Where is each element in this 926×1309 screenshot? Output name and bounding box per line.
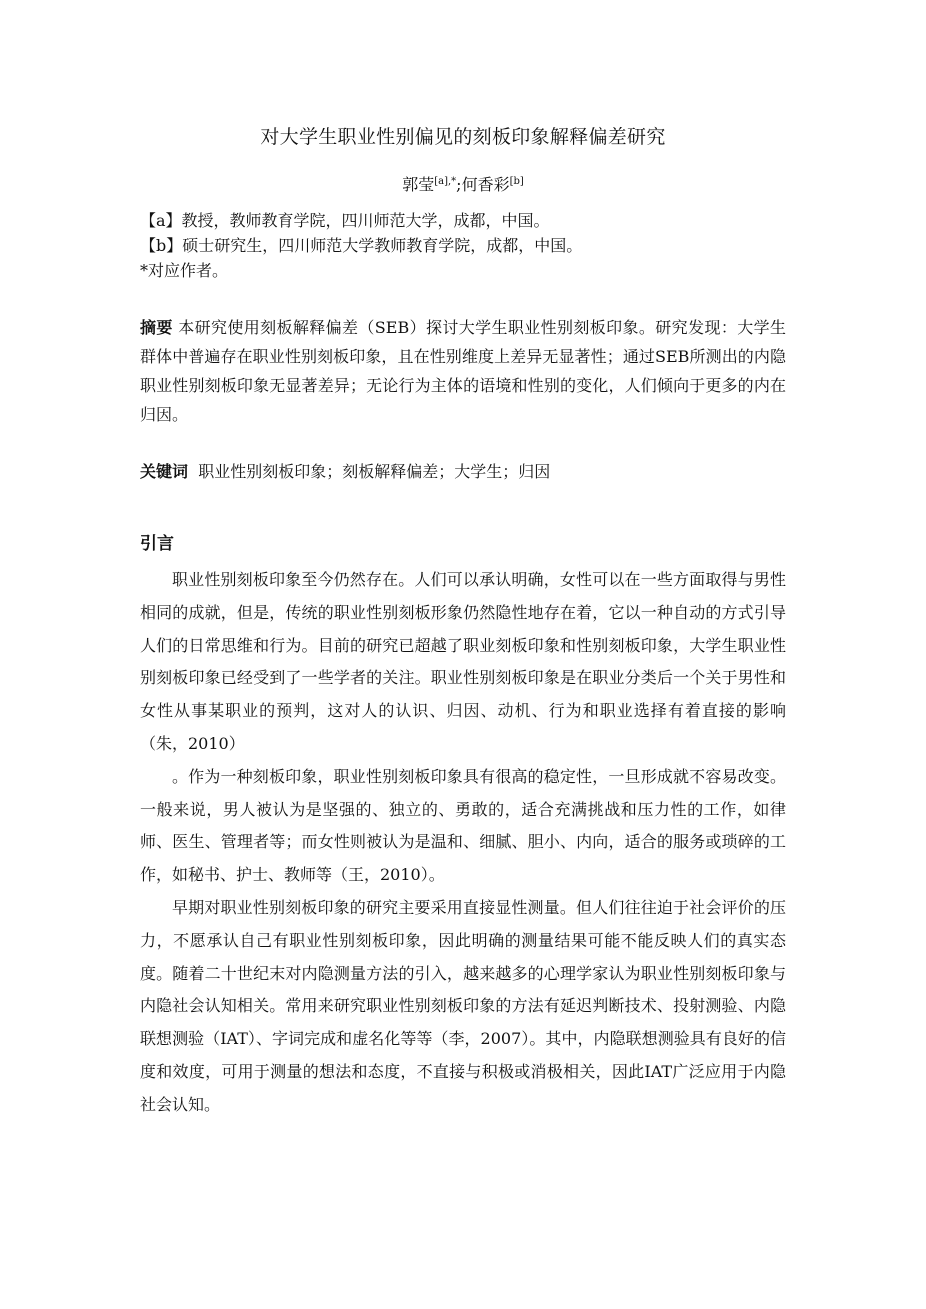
author-name: 何香彩 [461, 175, 510, 194]
affiliation-a: 【a】教授，教师教育学院，四川师范大学，成都，中国。 [140, 211, 550, 230]
abstract [140, 313, 786, 429]
paragraph: 。作为一种刻板印象，职业性别刻板印象具有很高的稳定性，一旦形成就不容易改变。一般来说，男人被认为是坚强的、独立的、勇敢的，适合充满挑战和压力性的工作，如律师、医生、管理者等；而女性则被认为是温和、细腻、胆小、内向，适合的服务或琐碎的工作，如秘书、护士、教师等（王，2010）。 [140, 766, 786, 885]
keywords-label: 关键词 [140, 462, 189, 481]
abstract-label: 摘要 [140, 318, 173, 337]
paragraph: 职业性别刻板印象至今仍然存在。人们可以承认明确，女性可以在一些方面取得与男性相同的成就，但是，传统的职业性别刻板形象仍然隐性地存在着，它以一种自动的方式引导人们的日常思维和行为。目前的研究已超越了职业刻板印象和性别刻板印象，大学生职业性别刻板印象已经受到了一些学者的关注。职业性别刻板印象是在职业分类后一个关于男性和女性从事某职业的预判，这对人的认识、归因、动机、行为和职业选择有着直接的影响（朱，2010） [140, 570, 786, 753]
paragraph: 早期对职业性别刻板印象的研究主要采用直接显性测量。但人们往往迫于社会评价的压力，不愿承认自己有职业性别刻板印象，因此明确的测量结果可能不能反映人们的真实态度。随着二十世纪末对内隐测量方法的引入，越来越多的心理学家认为职业性别刻板印象与内隐社会认知相关。常用来研究职业性别刻板印象的方法有延迟判断技术、投射测验、内隐联想测验（IAT）、字词完成和虚名化等等（李，2007）。其中，内隐联想测验具有良好的信度和效度，可用于测量的想法和态度，不直接与积极或消极相关，因此IAT广泛应用于内隐社会认知。 [140, 897, 786, 1114]
keywords [140, 457, 786, 486]
affiliation-b: 【b】硕士研究生，四川师范大学教师教育学院，成都，中国。 [140, 236, 583, 255]
section-heading-introduction: 引言 [140, 534, 174, 554]
author-line [0, 174, 926, 196]
affiliations [140, 208, 800, 283]
author-affiliation-mark: [b] [509, 176, 524, 187]
author-separator: ; [456, 175, 462, 194]
author-name: 郭莹 [402, 175, 435, 194]
corresponding-author-note: *对应作者。 [140, 261, 229, 280]
introduction-body [140, 564, 786, 1122]
keywords-text: 职业性别刻板印象；刻板解释偏差；大学生；归因 [198, 462, 551, 481]
author-affiliation-mark: [a],* [434, 176, 457, 187]
paper-title: 对大学生职业性别偏见的刻板印象解释偏差研究 [260, 126, 666, 148]
abstract-text: 本研究使用刻板解释偏差（SEB）探讨大学生职业性别刻板印象。研究发现：大学生群体中普遍存在职业性别刻板印象，且在性别维度上差异无显著性；通过SEB所测出的内隐职业性别刻板印象无显著差异；无论行为主体的语境和性别的变化，人们倾向于更多的内在归因。 [140, 318, 786, 424]
